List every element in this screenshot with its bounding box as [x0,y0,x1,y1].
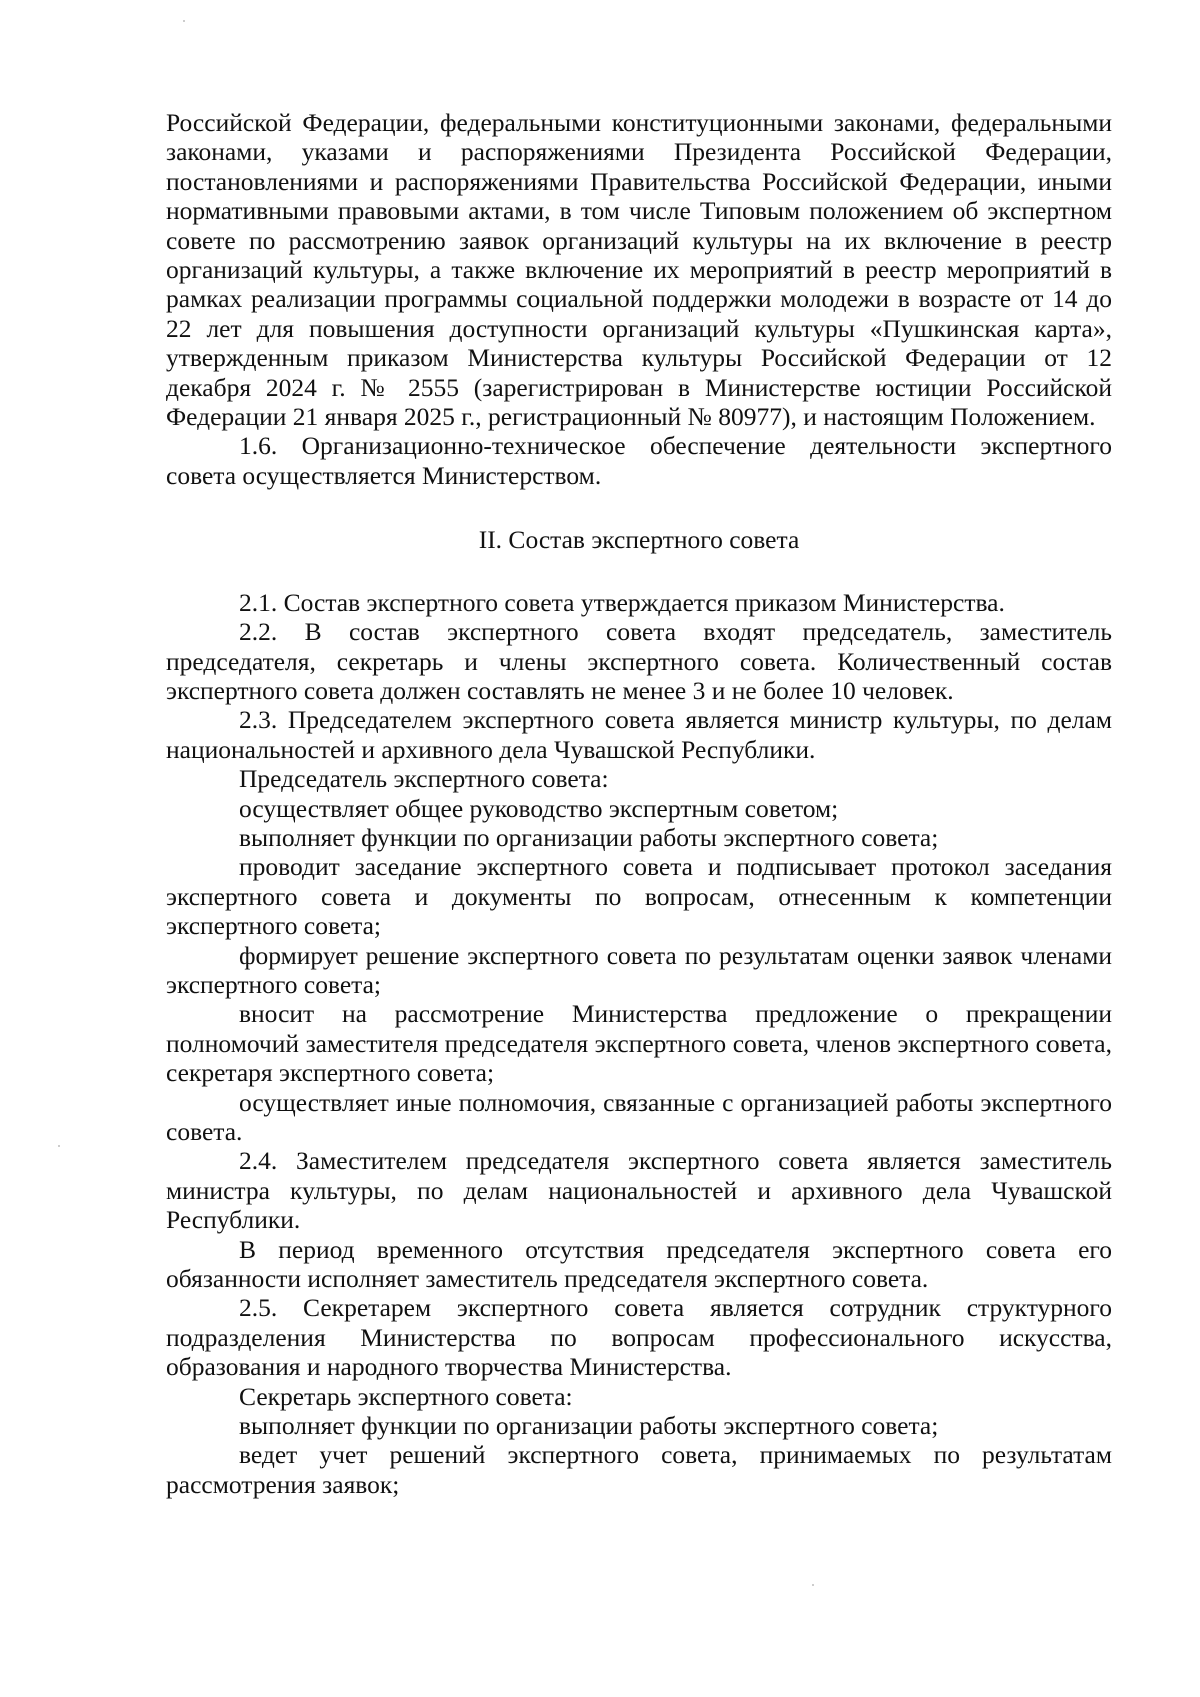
paragraph-2-2: 2.2. В состав экспертного совета входят председатель, заместитель председателя, секретарь и члены экспертного совета. Количественный состав экспертного совета должен составлять не менее 3 и не более 10 человек. [166,617,1112,705]
chairman-duty: вносит на рассмотрение Министерства предложение о прекращении полномочий заместителя председателя экспертного совета, членов экспертного совета, секретаря экспертного совета; [166,999,1112,1088]
secretary-duty: ведет учет решений экспертного совета, принимаемых по результатам рассмотрения заявок; [166,1440,1112,1499]
chairman-duty: осуществляет общее руководство экспертным советом; [239,793,839,823]
paragraph-continuation: Российской Федерации, федеральными конституционными законами, федеральными законами, указами и распоряжениями Президента Российской Федерации, постановлениями и распоряжениями Правительства Российской Федерации, иными нормативными правовыми актами, в том числе Типовым положением об экспертном совете по рассмотрению заявок организаций культуры на их включение в реестр организаций культуры, а также включение их мероприятий в реестр мероприятий в рамках реализации программы социальной поддержки молодежи в возрасте от 14 до 22 лет для повышения доступности организаций культуры «Пушкинская карта», утвержденным приказом Министерства культуры Российской Федерации от 12 декабря 2024 г. № 2555 (зарегистрирован в Министерстве юстиции Российской Федерации 21 января 2025 г., регистрационный № 80977), и настоящим Положением. [166,108,1112,432]
scan-speck [183,20,185,22]
chairman-duty: проводит заседание экспертного совета и подписывает протокол заседания экспертного совета и документы по вопросам, отнесенным к компетенции экспертного совета; [166,852,1112,941]
paragraph-2-3: 2.3. Председателем экспертного совета является министр культуры, по делам национальностей и архивного дела Чувашской Республики. [166,705,1112,764]
paragraph-2-1: 2.1. Состав экспертного совета утверждается приказом Министерства. [239,587,1005,617]
secretary-duty: выполняет функции по организации работы экспертного совета; [239,1411,939,1441]
scan-speck [812,1584,814,1586]
scan-speck [58,1145,60,1147]
chairman-duty: формирует решение экспертного совета по результатам оценки заявок членами экспертного совета; [166,940,1112,999]
chairman-intro: Председатель экспертного совета: [239,764,609,794]
document-page [166,108,1112,1499]
chairman-duty: выполняет функции по организации работы экспертного совета; [239,822,939,852]
paragraph-2-4: 2.4. Заместителем председателя экспертного совета является заместитель министра культуры, по делам национальностей и архивного дела Чувашской Республики. [166,1146,1112,1235]
secretary-intro: Секретарь экспертного совета: [239,1381,573,1411]
section-heading: II. Состав экспертного совета [478,525,800,555]
paragraph-1-6: 1.6. Организационно-техническое обеспечение деятельности экспертного совета осуществляется Министерством. [166,431,1112,490]
chairman-duty: осуществляет иные полномочия, связанные с организацией работы экспертного совета. [166,1087,1112,1146]
paragraph-2-5: 2.5. Секретарем экспертного совета является сотрудник структурного подразделения Министерства по вопросам профессионального искусства, образования и народного творчества Министерства. [166,1293,1112,1382]
deputy-duty: В период временного отсутствия председателя экспертного совета его обязанности исполняет заместитель председателя экспертного совета. [166,1234,1112,1294]
